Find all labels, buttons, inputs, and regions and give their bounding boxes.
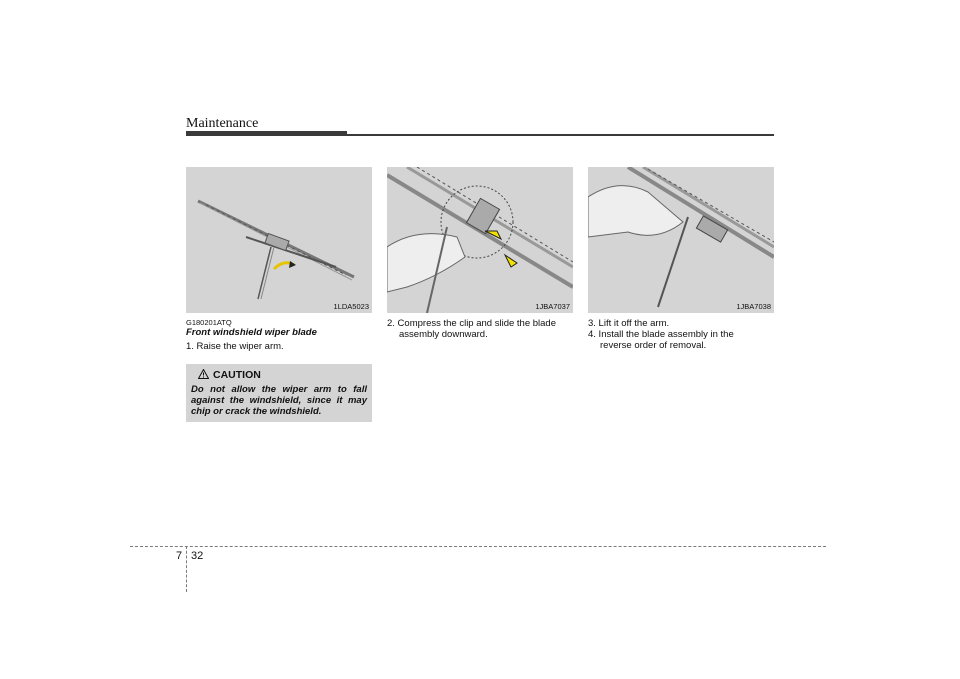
figure-lift-off-arm — [588, 167, 774, 313]
steps-3-4 — [588, 318, 776, 351]
wiper-arm-illustration — [186, 167, 372, 313]
figure-raise-wiper-arm — [186, 167, 372, 313]
step-2 — [387, 318, 575, 340]
caution-text: Do not allow the wiper arm to fall against the windshield, since it may chip or crack the windshield. — [191, 384, 367, 417]
step-2-line-2: assembly downward. — [399, 329, 488, 340]
footer-divider — [186, 546, 187, 592]
header-title: Maintenance — [186, 116, 259, 131]
warning-triangle-icon — [198, 369, 209, 379]
step-3: 3. Lift it off the arm. — [588, 318, 670, 329]
caution-heading-label: CAUTION — [213, 369, 261, 381]
step-4-line-2: reverse order of removal. — [600, 340, 707, 351]
clip-compress-illustration — [387, 167, 573, 313]
step-2-line-1: 2. Compress the clip and slide the blade — [387, 318, 556, 329]
caution-heading — [198, 369, 261, 381]
footer-section-number: 7 — [176, 550, 183, 562]
figure-code: 1JBA7037 — [535, 302, 570, 311]
figure-compress-clip — [387, 167, 573, 313]
footer-page-number: 32 — [191, 550, 204, 562]
caution-box — [186, 364, 372, 422]
figure-code: 1LDA5023 — [333, 302, 369, 311]
document-code: G180201ATQ — [186, 318, 232, 327]
section-title: Front windshield wiper blade — [186, 327, 317, 338]
figure-code: 1JBA7038 — [736, 302, 771, 311]
step-4-line-1: 4. Install the blade assembly in the — [588, 329, 734, 340]
lift-off-illustration — [588, 167, 774, 313]
step-1: 1. Raise the wiper arm. — [186, 341, 284, 352]
footer-rule — [130, 546, 826, 547]
header-rule-accent — [186, 131, 347, 136]
